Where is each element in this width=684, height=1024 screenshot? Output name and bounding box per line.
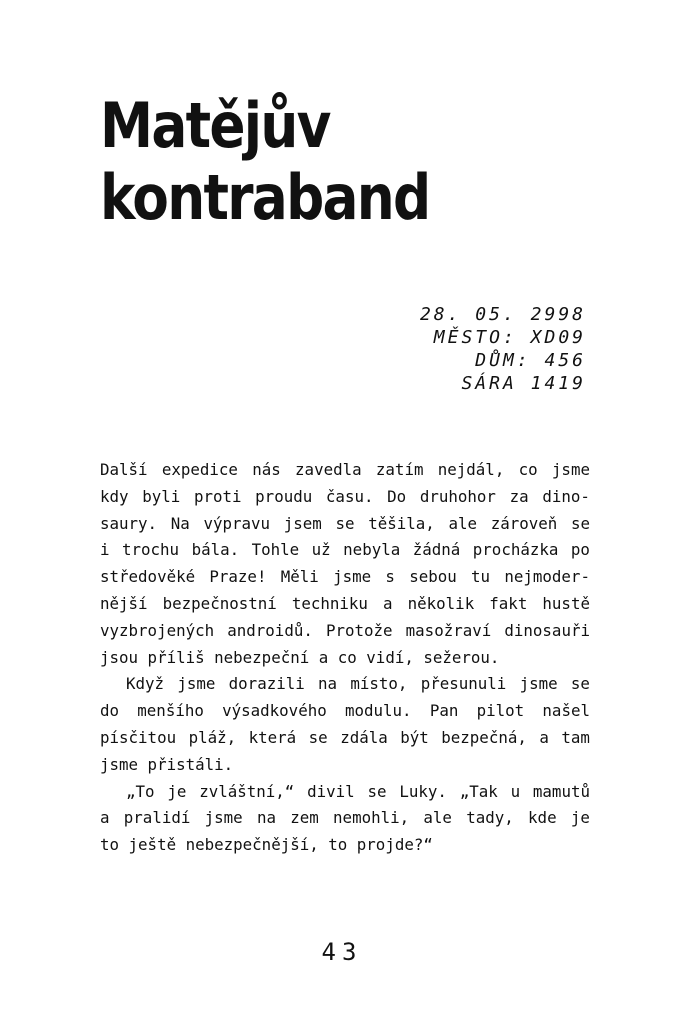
text-line: saury. Na výpravu jsem se těšila, ale zároveň se <box>100 513 590 533</box>
text-line: kdy byli proti proudu času. Do druhohor za dino- <box>100 486 590 506</box>
text-line: to ještě nebezpečnější, to projde?“ <box>100 835 433 855</box>
chapter-title-line-1: Matějův <box>100 89 330 162</box>
text-line: a pralidí jsme na zem nemohli, ale tady, kde je <box>100 808 590 828</box>
chapter-title-line-2: kontraband <box>100 161 430 234</box>
text-line: jsou příliš nebezpeční a co vidí, sežerou. <box>100 647 500 667</box>
text-line: vyzbrojených androidů. Protože masožraví dinosauři <box>100 620 590 640</box>
log-header <box>420 303 586 395</box>
text-line: Další expedice nás zavedla zatím nejdál, co jsme <box>100 460 590 479</box>
chapter-title <box>100 90 547 234</box>
log-city: MĚSTO: XD09 <box>433 327 586 348</box>
text-line: nější bezpečnostní techniku a několik fakt hustě <box>100 593 590 613</box>
text-line: Když jsme dorazili na místo, přesunuli jsme se <box>126 674 590 694</box>
text-line: středověké Praze! Měli jsme s sebou tu nejmoder- <box>100 567 590 587</box>
body-text <box>100 457 590 859</box>
log-house: DŮM: 456 <box>475 350 586 371</box>
text-line: do menšího výsadkového modulu. Pan pilot našel <box>100 701 590 721</box>
text-line: jsme přistáli. <box>100 754 234 774</box>
page-number: 43 <box>321 938 363 966</box>
text-line: písčitou pláž, která se zdála být bezpečná, a tam <box>100 727 590 747</box>
log-date: 28. 05. 2998 <box>419 304 586 325</box>
text-line: i trochu bála. Tohle už nebyla žádná procházka po <box>100 540 590 560</box>
text-line: „To je zvláštní,“ divil se Luky. „Tak u mamutů <box>126 781 590 801</box>
log-author: SÁRA 1419 <box>461 373 586 394</box>
